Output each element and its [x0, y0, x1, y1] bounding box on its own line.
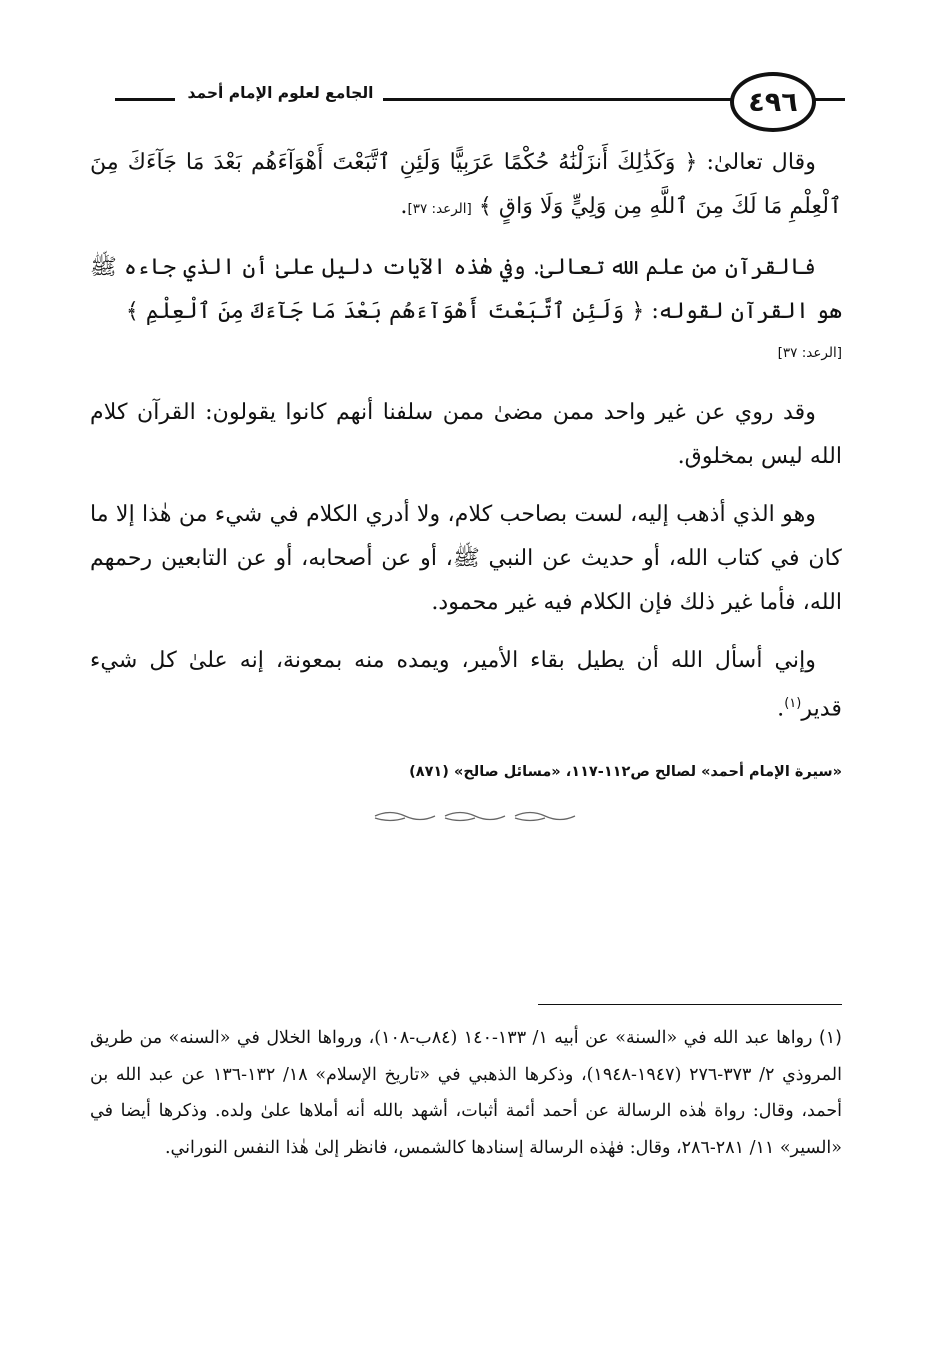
running-book-title: الجامع لعلوم الإمام أحمد: [178, 84, 383, 102]
paragraph-2: [90, 245, 842, 333]
paragraph-3: وقد روي عن غير واحد ممن مضىٰ ممن سلفنا أنهم كانوا يقولون: القرآن كلام الله ليس بمخلوق.: [90, 399, 842, 469]
header-rule-left: [115, 98, 175, 101]
quran-verse-1: ﴿ وَكَذَٰلِكَ أَنزَلْنَٰهُ حُكْمًا عَرَبِيًّا وَلَئِنِ ٱتَّبَعْتَ أَهْوَآءَهُم بَعْدَ مَا جَآءَكَ مِنَ ٱلْعِلْمِ مَا لَكَ مِنَ ٱللَّهِ مِن وَلِيٍّ وَلَا وَاقٍ ﴾: [90, 149, 842, 219]
paragraph-5-text: وإني أسأل الله أن يطيل بقاء الأمير، ويمده منه بمعونة، إنه علىٰ كل شيء قدير: [90, 647, 842, 722]
paragraph-1: [90, 140, 842, 231]
verse-reference-2: [الرعد: ٣٧]: [777, 345, 842, 361]
page-number: ٤٩٦: [730, 72, 816, 132]
verse-reference-1: [الرعد: ٣٧]: [407, 201, 472, 217]
footnote-marker[interactable]: (١): [784, 696, 802, 711]
main-text: [90, 140, 842, 744]
footnote: [90, 1020, 842, 1166]
source-citation: «سيرة الإمام أحمد» لصالح ص١١٢-١١٧، «مسائل صالح» (٨٧١): [409, 764, 842, 780]
paragraph-1-end: .: [400, 193, 408, 219]
footnote-text: رواها عبد الله في «السنة» عن أبيه ١/ ١٣٣-١٤٠ (٨٤ب-١٠٨)، ورواها الخلال في «السنه» من طريق المروذي ٢/ ٣٧٣-٢٧٦ (١٩٤٧-١٩٤٨)، وذكرها الذهبي في «تاريخ الإسلام» ١٨/ ١٣٢-١٣٦ عن عبد الله بن أحمد، وقال: رواة هٰذه الرسالة عن أحمد أئمة أثبات، أشهد بالله أنه أملاها علىٰ ولده. وذكرها أيضا في «السير» ١١/ ٢٨١-٢٨٦، وقال: فهٰذه الرسالة إسنادها كالشمس، فانظر إلىٰ هٰذا النفس النوراني.: [90, 1028, 842, 1158]
footnote-number: (١): [818, 1028, 842, 1048]
paragraph-5-end: .: [777, 695, 785, 722]
paragraph-5: [90, 638, 842, 730]
footnote-separator: [538, 1004, 842, 1005]
ornament-icon: [370, 808, 580, 824]
quran-verse-2: ﴿ وَلَئِنِ ٱتَّبَعْتَ أَهْوَآءَهُم بَعْدَ مَا جَآءَكَ مِنَ ٱلْعِلْمِ ﴾: [125, 298, 645, 324]
decorative-ornament: [370, 808, 580, 826]
paragraph-2-ref-line: [90, 337, 842, 366]
paragraph-1-intro: وقال تعالىٰ:: [697, 149, 816, 175]
paragraph-2-text: فالقرآن من علم الله تعالىٰ. وفي هٰذه الآيات دليل علىٰ أن الذي جاءه ﷺ هو القرآن لقوله:: [90, 254, 842, 324]
paragraph-4: وهو الذي أذهب إليه، لست بصاحب كلام، ولا أدري الكلام في شيء من هٰذا إلا ما كان في كتاب الله، أو حديث عن النبي ﷺ، أو عن أصحابه، أو عن التابعين رحمهم الله، فأما غير ذلك فإن الكلام فيه غير محمود.: [90, 501, 842, 615]
page-header: [90, 62, 845, 124]
